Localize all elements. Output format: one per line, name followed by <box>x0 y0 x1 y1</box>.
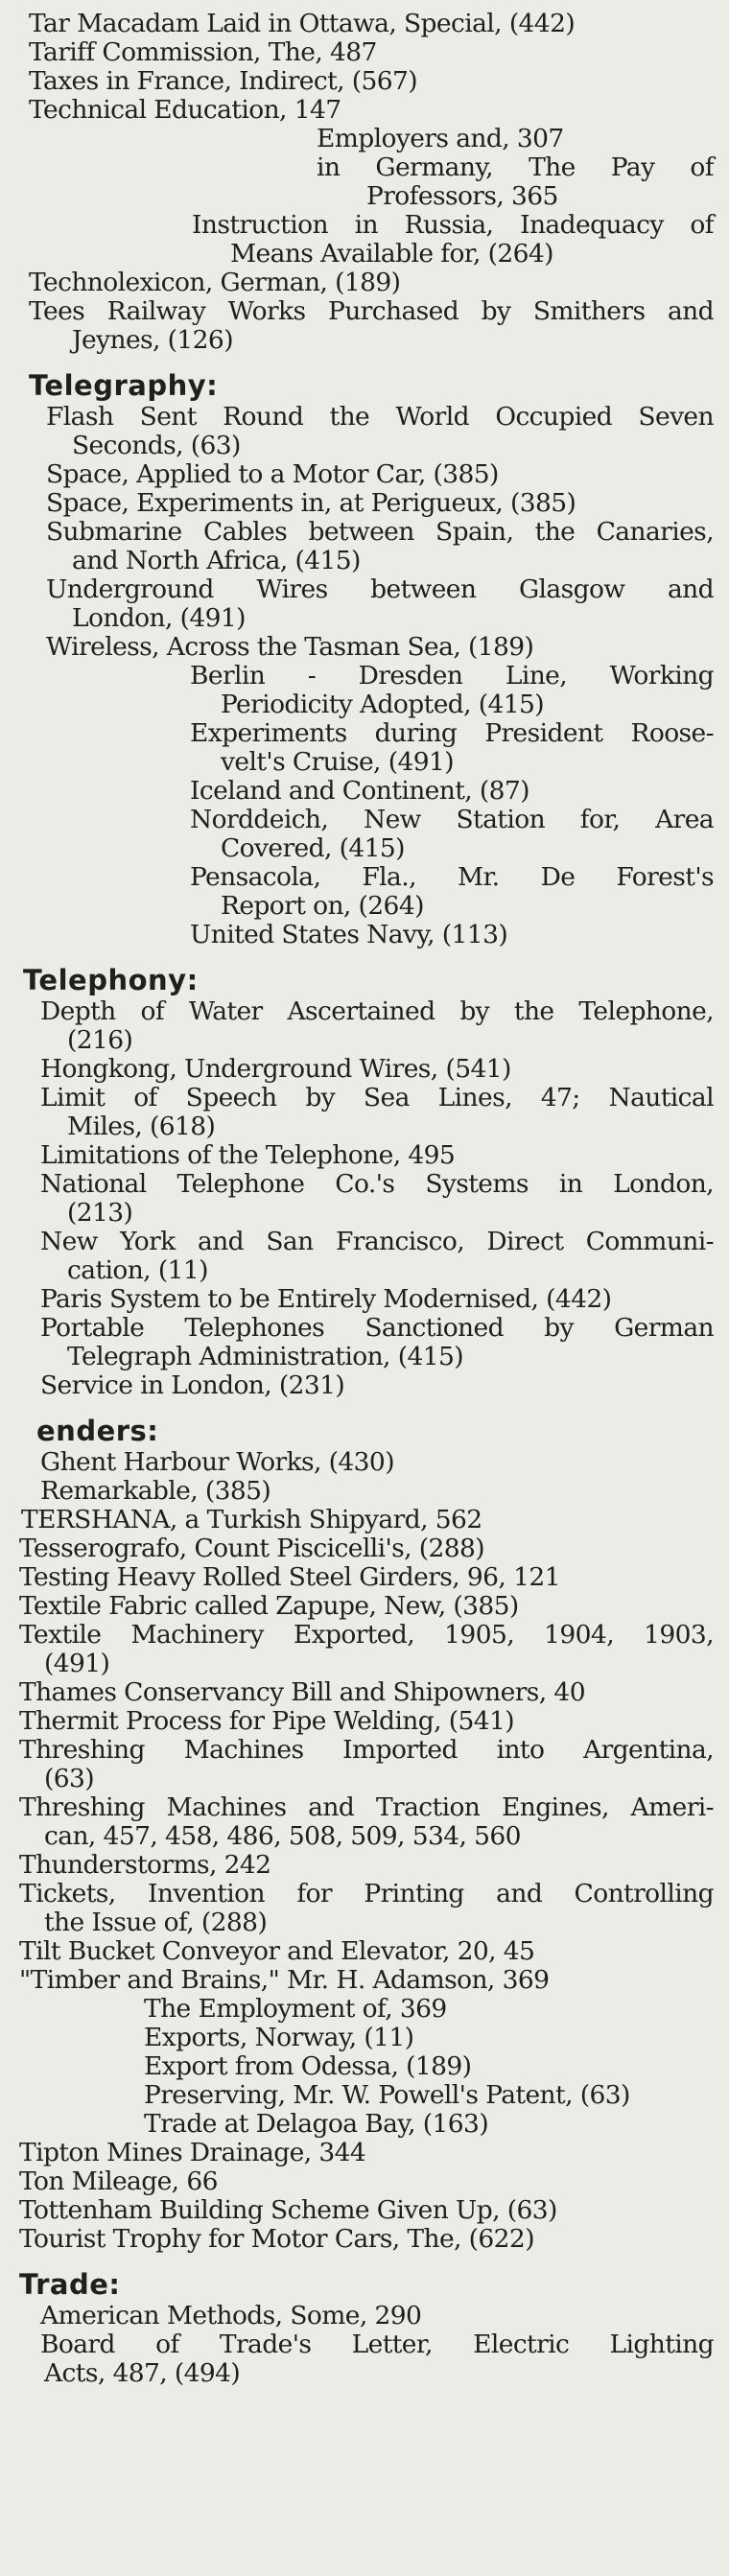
index-entry: Thunderstorms, 242 <box>19 1850 271 1880</box>
index-entry: Portable Telephones Sanctioned by German <box>40 1313 714 1343</box>
index-entry: velt's Cruise, (491) <box>221 747 454 777</box>
index-entry: New York and San Francisco, Direct Communi- <box>40 1227 714 1256</box>
index-entry: Tesserografo, Count Piscicelli's, (288) <box>19 1534 485 1563</box>
index-entry: the Issue of, (288) <box>44 1908 268 1937</box>
index-entry: Technolexicon, German, (189) <box>29 268 401 297</box>
section-heading: enders: <box>36 1415 159 1447</box>
index-entry: in Germany, The Pay of <box>317 152 714 182</box>
index-entry: American Methods, Some, 290 <box>40 2301 422 2330</box>
index-entry: Seconds, (63) <box>72 431 241 460</box>
index-entry: The Employment of, 369 <box>144 1994 447 2024</box>
section-heading: Trade: <box>19 2268 121 2301</box>
index-entry: Submarine Cables between Spain, the Canaries, <box>46 517 714 547</box>
section-heading: Telephony: <box>23 964 199 996</box>
index-entry: Berlin - Dresden Line, Working <box>190 661 714 691</box>
index-entry: Employers and, 307 <box>317 124 564 153</box>
index-entry: Tariff Commission, The, 487 <box>29 37 377 67</box>
index-entry: Tipton Mines Drainage, 344 <box>19 2138 366 2167</box>
index-entry: Paris System to be Entirely Modernised, (442) <box>40 1284 612 1314</box>
index-entry: Ghent Harbour Works, (430) <box>40 1447 394 1477</box>
index-entry: Remarkable, (385) <box>40 1476 271 1506</box>
index-entry: Underground Wires between Glasgow and <box>46 574 714 604</box>
index-entry: Space, Experiments in, at Perigueux, (385) <box>46 488 576 518</box>
index-entry: Tickets, Invention for Printing and Controlling <box>19 1879 714 1909</box>
index-entry: Limitations of the Telephone, 495 <box>40 1140 456 1170</box>
section-heading: Telegraphy: <box>29 369 219 402</box>
index-entry: Experiments during President Roose- <box>190 718 714 748</box>
index-entry: Taxes in France, Indirect, (567) <box>29 66 418 96</box>
index-entry: Telegraph Administration, (415) <box>67 1342 463 1371</box>
index-entry: Wireless, Across the Tasman Sea, (189) <box>46 632 534 662</box>
index-entry: Service in London, (231) <box>40 1370 345 1400</box>
index-entry: TERSHANA, a Turkish Shipyard, 562 <box>21 1505 482 1534</box>
index-entry: (63) <box>44 1764 94 1793</box>
index-entry: cation, (11) <box>67 1255 208 1285</box>
index-entry: Norddeich, New Station for, Area <box>190 805 714 834</box>
index-entry: Technical Education, 147 <box>29 95 341 125</box>
index-entry: and North Africa, (415) <box>72 546 361 575</box>
index-entry: (216) <box>67 1025 133 1055</box>
index-entry: Testing Heavy Rolled Steel Girders, 96, 121 <box>19 1562 560 1592</box>
index-entry: Textile Fabric called Zapupe, New, (385) <box>19 1591 519 1621</box>
index-entry: Acts, 487, (494) <box>44 2358 241 2388</box>
index-entry: Thermit Process for Pipe Welding, (541) <box>19 1706 515 1736</box>
index-entry: London, (491) <box>72 603 246 633</box>
index-entry: Space, Applied to a Motor Car, (385) <box>46 459 499 489</box>
index-entry: Periodicity Adopted, (415) <box>221 690 545 719</box>
index-entry: Textile Machinery Exported, 1905, 1904, 1903, <box>19 1620 714 1650</box>
index-entry: Tar Macadam Laid in Ottawa, Special, (442) <box>29 9 576 38</box>
index-entry: Report on, (264) <box>221 891 424 921</box>
index-entry: Exports, Norway, (11) <box>144 2023 414 2052</box>
index-entry: can, 457, 458, 486, 508, 509, 534, 560 <box>44 1821 521 1851</box>
index-entry: Trade at Delagoa Bay, (163) <box>144 2109 489 2139</box>
index-entry: Iceland and Continent, (87) <box>190 776 529 806</box>
index-entry: Means Available for, (264) <box>230 239 553 269</box>
index-entry: National Telephone Co.'s Systems in London, <box>40 1169 714 1199</box>
index-entry: (491) <box>44 1649 110 1678</box>
index-entry: Flash Sent Round the World Occupied Seven <box>46 402 714 432</box>
index-entry: Export from Odessa, (189) <box>144 2051 472 2081</box>
index-entry: Professors, 365 <box>366 181 558 211</box>
index-entry: Tottenham Building Scheme Given Up, (63) <box>19 2195 557 2225</box>
index-entry: Preserving, Mr. W. Powell's Patent, (63) <box>144 2080 630 2110</box>
index-entry: Board of Trade's Letter, Electric Lighting <box>40 2330 714 2359</box>
index-entry: (213) <box>67 1198 133 1228</box>
index-entry: Instruction in Russia, Inadequacy of <box>192 210 714 240</box>
index-entry: Depth of Water Ascertained by the Telephone, <box>40 996 714 1026</box>
index-entry: Miles, (618) <box>67 1112 216 1141</box>
index-entry: Pensacola, Fla., Mr. De Forest's <box>190 862 714 892</box>
index-entry: Tourist Trophy for Motor Cars, The, (622) <box>19 2224 534 2254</box>
index-entry: Tees Railway Works Purchased by Smithers and <box>29 296 714 326</box>
index-entry: Jeynes, (126) <box>72 325 233 355</box>
index-entry: Thames Conservancy Bill and Shipowners, 40 <box>19 1677 585 1707</box>
index-entry: Ton Mileage, 66 <box>19 2166 218 2196</box>
index-entry: Limit of Speech by Sea Lines, 47; Nautical <box>40 1083 714 1112</box>
index-entry: Hongkong, Underground Wires, (541) <box>40 1054 511 1084</box>
index-entry: Threshing Machines Imported into Argentina, <box>19 1735 714 1765</box>
index-entry: Tilt Bucket Conveyor and Elevator, 20, 45 <box>19 1936 535 1966</box>
index-entry: Covered, (415) <box>221 833 405 863</box>
index-entry: Threshing Machines and Traction Engines, Ameri- <box>19 1792 714 1822</box>
index-entry: United States Navy, (113) <box>190 920 508 949</box>
index-entry: "Timber and Brains," Mr. H. Adamson, 369 <box>19 1965 550 1995</box>
